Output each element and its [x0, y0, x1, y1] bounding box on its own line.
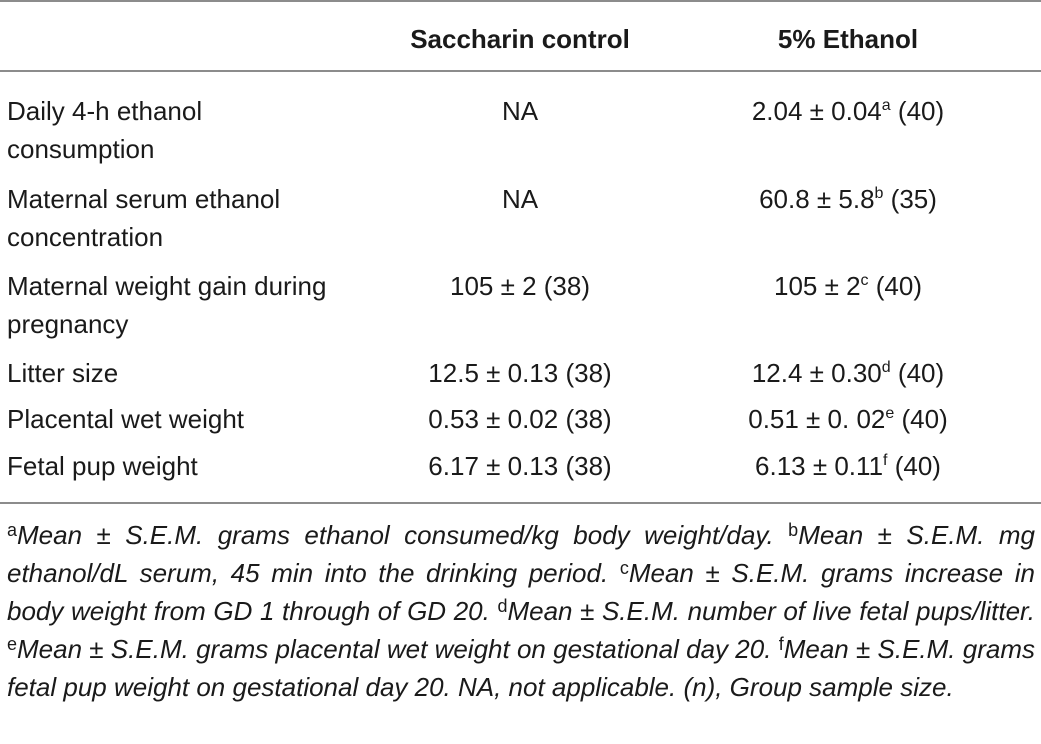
saccharin-value: 12.5 ± 0.13 (38)	[428, 358, 612, 388]
table-bottom-rule	[0, 502, 1041, 504]
ethanol-value: 60.8 ± 5.8$^b$ (35)	[759, 184, 937, 214]
row-label: Maternal weight gain during pregnancy	[7, 271, 327, 339]
row-label: Maternal serum ethanol concentration	[7, 184, 281, 252]
saccharin-value: 105 ± 2 (38)	[449, 271, 591, 301]
ethanol-value: 2.04 ± 0.04$^a$ (40)	[751, 96, 945, 126]
saccharin-value: 6.17 ± 0.13 (38)	[428, 451, 612, 481]
row-label: Daily 4-h ethanol consumption	[7, 96, 203, 164]
saccharin-value: NA	[501, 96, 539, 126]
ethanol-value: 12.4 ± 0.30$^d$ (40)	[751, 358, 945, 388]
ethanol-value: 6.13 ± 0.11$^f$ (40)	[755, 451, 941, 481]
table-header-rule	[0, 70, 1041, 72]
header-ethanol: 5% Ethanol	[777, 24, 919, 54]
row-label: Fetal pup weight	[7, 451, 198, 481]
saccharin-value: NA	[501, 184, 539, 214]
ethanol-value: 0.51 ± 0. 02e (40)	[748, 404, 948, 434]
header-saccharin-control: Saccharin control	[410, 24, 630, 54]
table-footnote: $^a$Mean ± S.E.M. grams ethanol consumed/kg body weight/day. $^b$Mean ± S.E.M. mg ethanol/dL serum, 45 min into the drinking period. $^c$Mean ± S.E.M. grams increase in body weight from GD 1 through of GD 20. $^d$Mean ± S.E.M. number of live fetal pups/litter. $^e$Mean ± S.E.M. grams placental wet weight on gestational day 20. $^f$Mean ± S.E.M. grams fetal pup weight on gestational day 20. NA, not applicable. (n), Group sample size.	[7, 520, 1036, 702]
ethanol-value: $105 \pm 2^c$ (40)	[773, 271, 923, 301]
row-label: Litter size	[7, 358, 119, 388]
table-header-row	[0, 0, 1041, 70]
saccharin-value: 0.53 ± 0.02 (38)	[428, 404, 612, 434]
row-label: Placental wet weight	[7, 404, 245, 434]
